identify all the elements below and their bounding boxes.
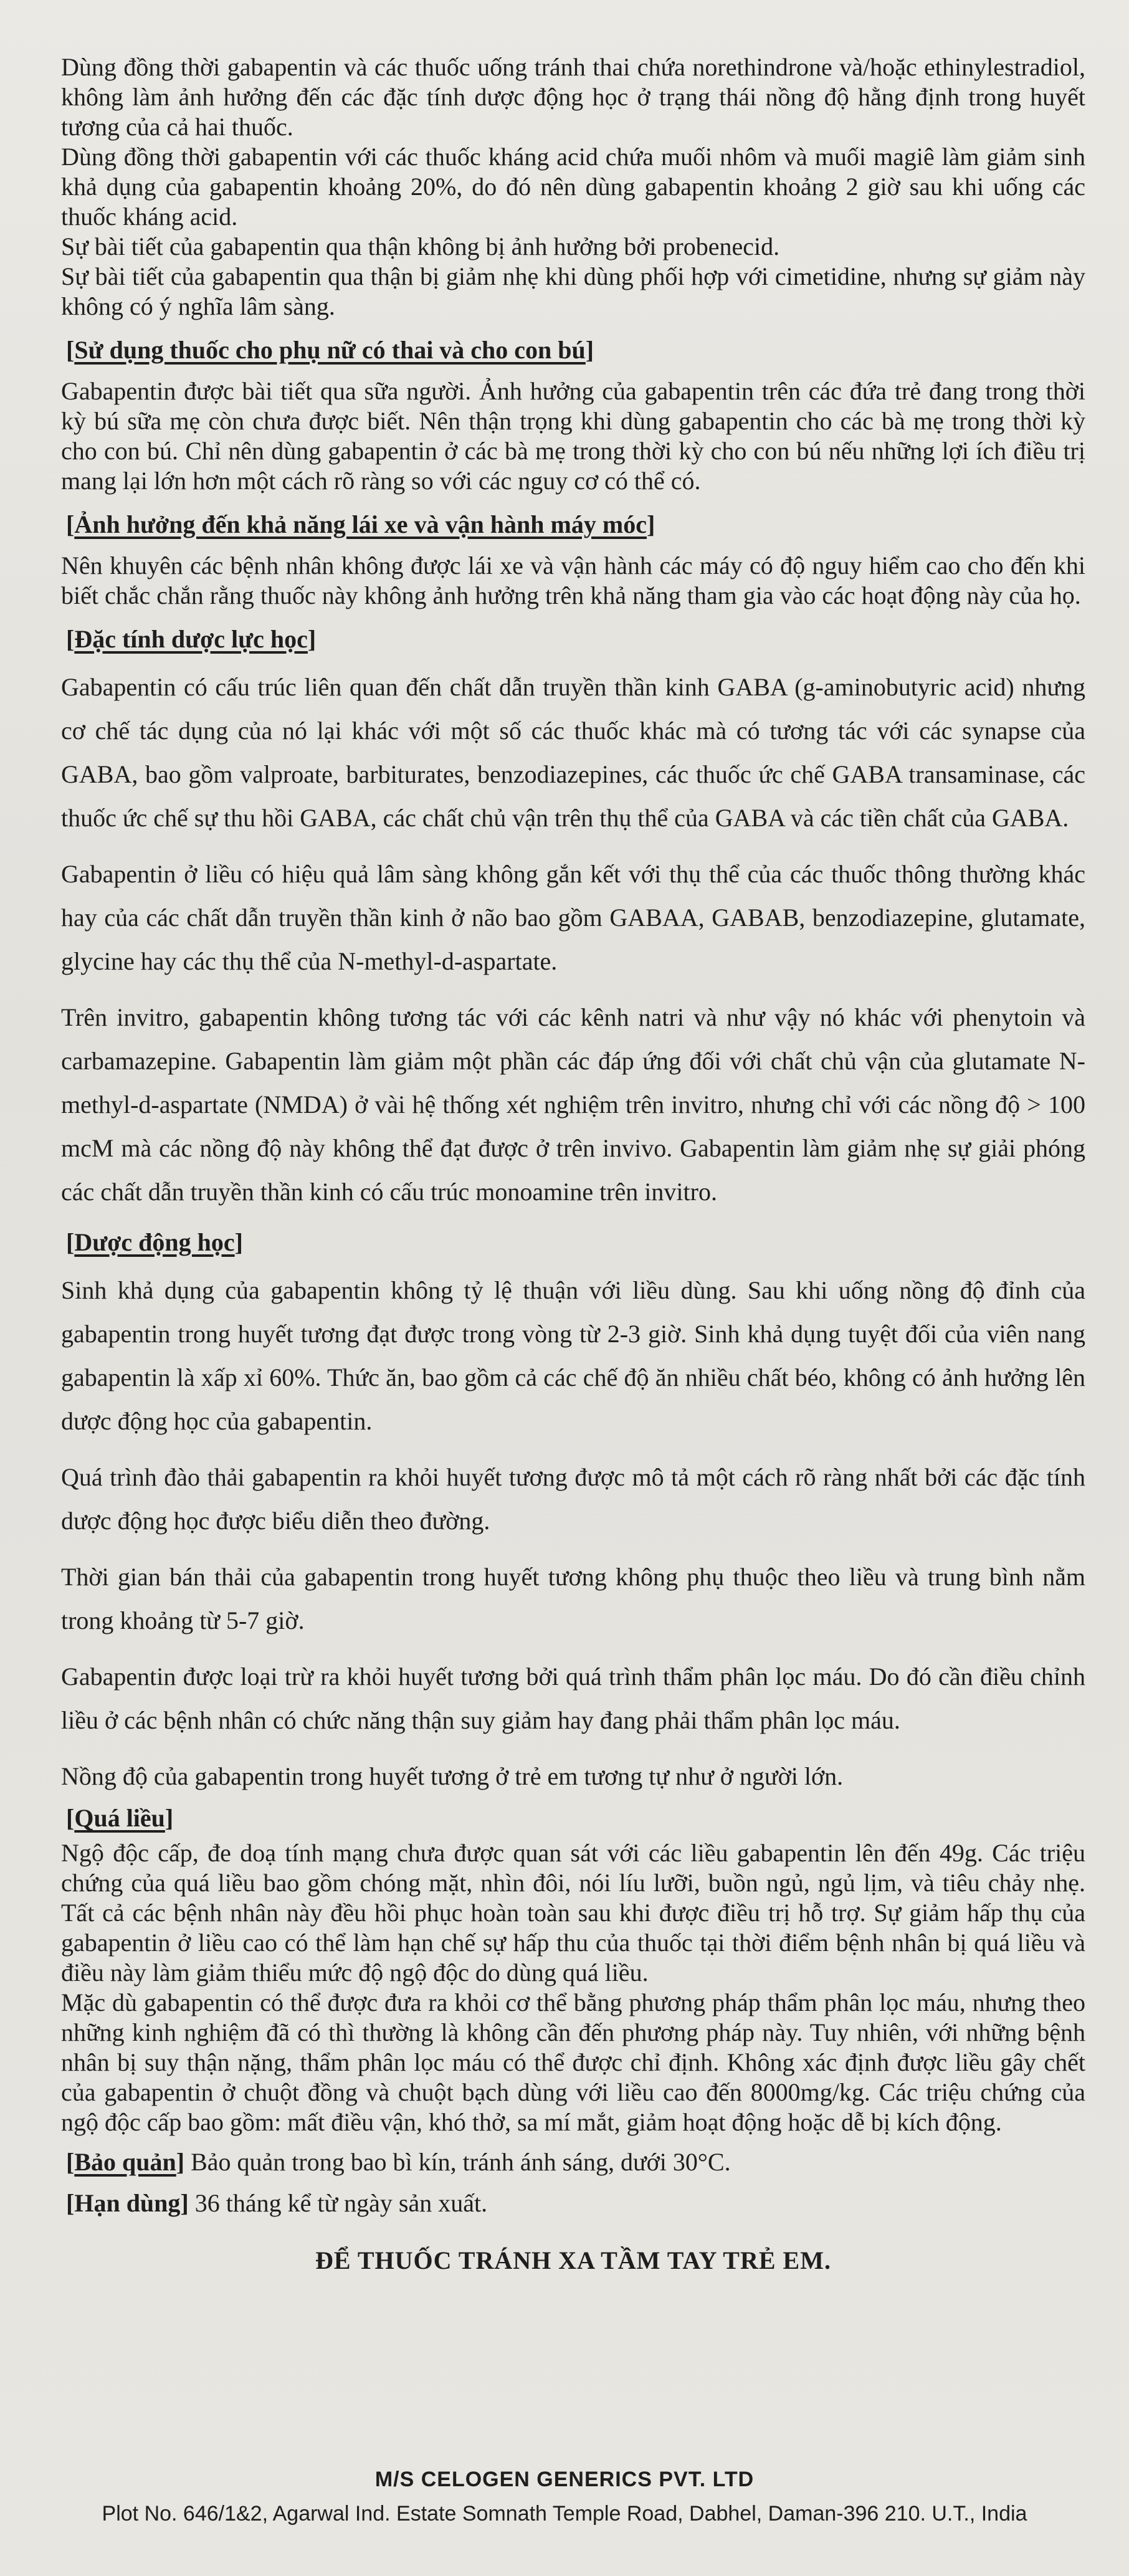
section-pharmacodynamics xyxy=(61,624,1085,1214)
section-paragraph: Trên invitro, gabapentin không tương tác với các kênh natri và như vậy nó khác với phenytoin và carbamazepine. Gabapentin làm giảm một phần các đáp ứng đối với chất chủ vận của glutamate N-methyl-d-aspartate (NMDA) ở vài hệ thống xét nghiệm trên invitro, nhưng chỉ với các nồng độ > 100 mcM mà các nồng độ này không thể đạt được ở trên invivo. Gabapentin làm giảm nhẹ sự giải phóng các chất dẫn truyền thần kinh có cấu trúc monoamine trên invitro. xyxy=(61,1003,1085,1206)
section-paragraph: Thời gian bán thải của gabapentin trong huyết tương không phụ thuộc theo liều và trung bình nằm trong khoảng từ 5-7 giờ. xyxy=(61,1563,1085,1634)
section-heading-text: Dược động học xyxy=(74,1228,235,1256)
section-paragraph: Nồng độ của gabapentin trong huyết tương ở trẻ em tương tự như ở người lớn. xyxy=(61,1762,844,1790)
child-safety-warning: ĐỂ THUỐC TRÁNH XA TẦM TAY TRẺ EM. xyxy=(315,2246,831,2274)
storage-label: Bảo quản xyxy=(74,2148,176,2176)
section-heading: [Quá liều] xyxy=(66,1804,174,1832)
section-heading: [Dược động học] xyxy=(66,1228,243,1256)
expiry-label: Hạn dùng xyxy=(74,2189,181,2217)
section-paragraph: Gabapentin có cấu trúc liên quan đến chất dẫn truyền thần kinh GABA (g-aminobutyric acid) nhưng cơ chế tác dụng của nó lại khác với một số các thuốc khác mà có tương tác với các synapse của GABA, bao gồm valproate, barbiturates, benzodiazepines, các thuốc ức chế GABA transaminase, các thuốc ức chế sự thu hồi GABA, các chất chủ vận trên thụ thể của GABA và các tiền chất của GABA. xyxy=(61,673,1085,832)
expiry-label-wrap: [Hạn dùng] xyxy=(66,2189,189,2217)
section-heading-text: Quá liều xyxy=(74,1804,165,1832)
manufacturer-footer xyxy=(0,2468,1129,2526)
storage-line xyxy=(66,2146,1085,2178)
section-paragraph: Sinh khả dụng của gabapentin không tỷ lệ thuận với liều dùng. Sau khi uống nồng độ đỉnh của gabapentin trong huyết tương đạt được trong vòng từ 2-3 giờ. Sinh khả dụng tuyệt đối của viên nang gabapentin là xấp xỉ 60%. Thức ăn, bao gồm cả các chế độ ăn nhiều chất béo, không có ảnh hưởng lên dược động học của gabapentin. xyxy=(61,1276,1085,1435)
intro-paragraph: Dùng đồng thời gabapentin với các thuốc kháng acid chứa muối nhôm và muối magiê làm giảm sinh khả dụng của gabapentin khoảng 20%, do đó nên dùng gabapentin khoảng 2 giờ sau khi uống các thuốc kháng acid. xyxy=(61,143,1085,231)
section-heading-text: Sử dụng thuốc cho phụ nữ có thai và cho con bú xyxy=(74,336,586,364)
expiry-text: 36 tháng kể từ ngày sản xuất. xyxy=(194,2189,488,2217)
section-pregnancy xyxy=(61,335,1085,496)
company-address: Plot No. 646/1&2, Agarwal Ind. Estate Somnath Temple Road, Dabhel, Daman-396 210. U.T., India xyxy=(102,2502,1027,2526)
section-paragraph: Gabapentin ở liều có hiệu quả lâm sàng không gắn kết với thụ thể của các thuốc thông thường khác hay của các chất dẫn truyền thần kinh ở não bao gồm GABAA, GABAB, benzodiazepine, glutamate, glycine hay các thụ thể của N-methyl-d-aspartate. xyxy=(61,860,1085,975)
section-heading: [Ảnh hưởng đến khả năng lái xe và vận hành máy móc] xyxy=(66,510,655,538)
intro-paragraph: Sự bài tiết của gabapentin qua thận bị giảm nhẹ khi dùng phối hợp với cimetidine, nhưng sự giảm này không có ý nghĩa lâm sàng. xyxy=(61,262,1085,320)
section-paragraph: Gabapentin được loại trừ ra khỏi huyết tương bởi quá trình thẩm phân lọc máu. Do đó cần điều chỉnh liều ở các bệnh nhân có chức năng thận suy giảm hay đang phải thẩm phân lọc máu. xyxy=(61,1662,1085,1734)
section-paragraph: Nên khuyên các bệnh nhân không được lái xe và vận hành các máy có độ nguy hiểm cao cho đến khi biết chắc chắn rằng thuốc này không ảnh hưởng trên khả năng tham gia vào các hoạt động này của họ. xyxy=(61,551,1085,609)
section-heading-text: Đặc tính dược lực học xyxy=(74,625,308,653)
section-heading-text: Ảnh hưởng đến khả năng lái xe và vận hành máy móc xyxy=(74,510,647,538)
section-heading: [Đặc tính dược lực học] xyxy=(66,625,317,653)
intro-paragraph: Dùng đồng thời gabapentin và các thuốc uống tránh thai chứa norethindrone và/hoặc ethinylestradiol, không làm ảnh hưởng đến các đặc tính dược động học ở trạng thái nồng độ hằng định trong huyết tương của cả hai thuốc. xyxy=(61,53,1085,141)
section-overdose xyxy=(61,1803,1085,2137)
section-heading: [Sử dụng thuốc cho phụ nữ có thai và cho con bú] xyxy=(66,336,594,364)
intro-paragraph: Sự bài tiết của gabapentin qua thận không bị ảnh hưởng bởi probenecid. xyxy=(61,232,780,260)
company-name: M/S CELOGEN GENERICS PVT. LTD xyxy=(374,2468,755,2491)
storage-label-wrap: [Bảo quản] xyxy=(66,2148,185,2176)
intro-block xyxy=(61,52,1085,322)
section-paragraph: Quá trình đào thải gabapentin ra khỏi huyết tương được mô tả một cách rõ ràng nhất bởi các đặc tính dược động học được biểu diễn theo đường. xyxy=(61,1463,1085,1535)
section-paragraph: Ngộ độc cấp, đe doạ tính mạng chưa được quan sát với các liều gabapentin lên đến 49g. Các triệu chứng của quá liều bao gồm chóng mặt, nhìn đôi, nói líu lưỡi, buồn ngủ, ngủ lịm, và tiêu chảy nhẹ. Tất cả các bệnh nhân này đều hồi phục hoàn toàn sau khi được điều trị hỗ trợ. Sự giảm hấp thụ của gabapentin ở liều cao có thể làm hạn chế sự hấp thu của thuốc tại thời điểm bệnh nhân bị quá liều và điều này làm giảm thiểu mức độ ngộ độc do dùng quá liều. xyxy=(61,1839,1085,1987)
section-driving xyxy=(61,510,1085,611)
section-paragraph: Mặc dù gabapentin có thể được đưa ra khỏi cơ thể bằng phương pháp thẩm phân lọc máu, nhưng theo những kinh nghiệm đã có thì thường là không cần đến phương pháp này. Tuy nhiên, với những bệnh nhân bị suy thận nặng, thẩm phân lọc máu có thể được chỉ định. Không xác định được liều gây chết của gabapentin ở chuột đồng và chuột bạch dùng với liều cao đến 8000mg/kg. Các triệu chứng của ngộ độc cấp bao gồm: mất điều vận, khó thở, sa mí mắt, giảm hoạt động hoặc dễ bị kích động. xyxy=(61,1988,1085,2136)
storage-text: Bảo quản trong bao bì kín, tránh ánh sáng, dưới 30°C. xyxy=(191,2148,731,2176)
expiry-line xyxy=(66,2187,1085,2220)
section-pharmacokinetics xyxy=(61,1228,1085,1798)
section-paragraph: Gabapentin được bài tiết qua sữa người. Ảnh hưởng của gabapentin trên các đứa trẻ đang trong thời kỳ bú sữa mẹ còn chưa được biết. Nên thận trọng khi dùng gabapentin cho các bà mẹ trong thời kỳ cho con bú. Chỉ nên dùng gabapentin ở các bà mẹ trong thời kỳ cho con bú nếu những lợi ích điều trị mang lại lớn hơn một cách rõ ràng so với các nguy cơ có thể có. xyxy=(61,377,1085,495)
